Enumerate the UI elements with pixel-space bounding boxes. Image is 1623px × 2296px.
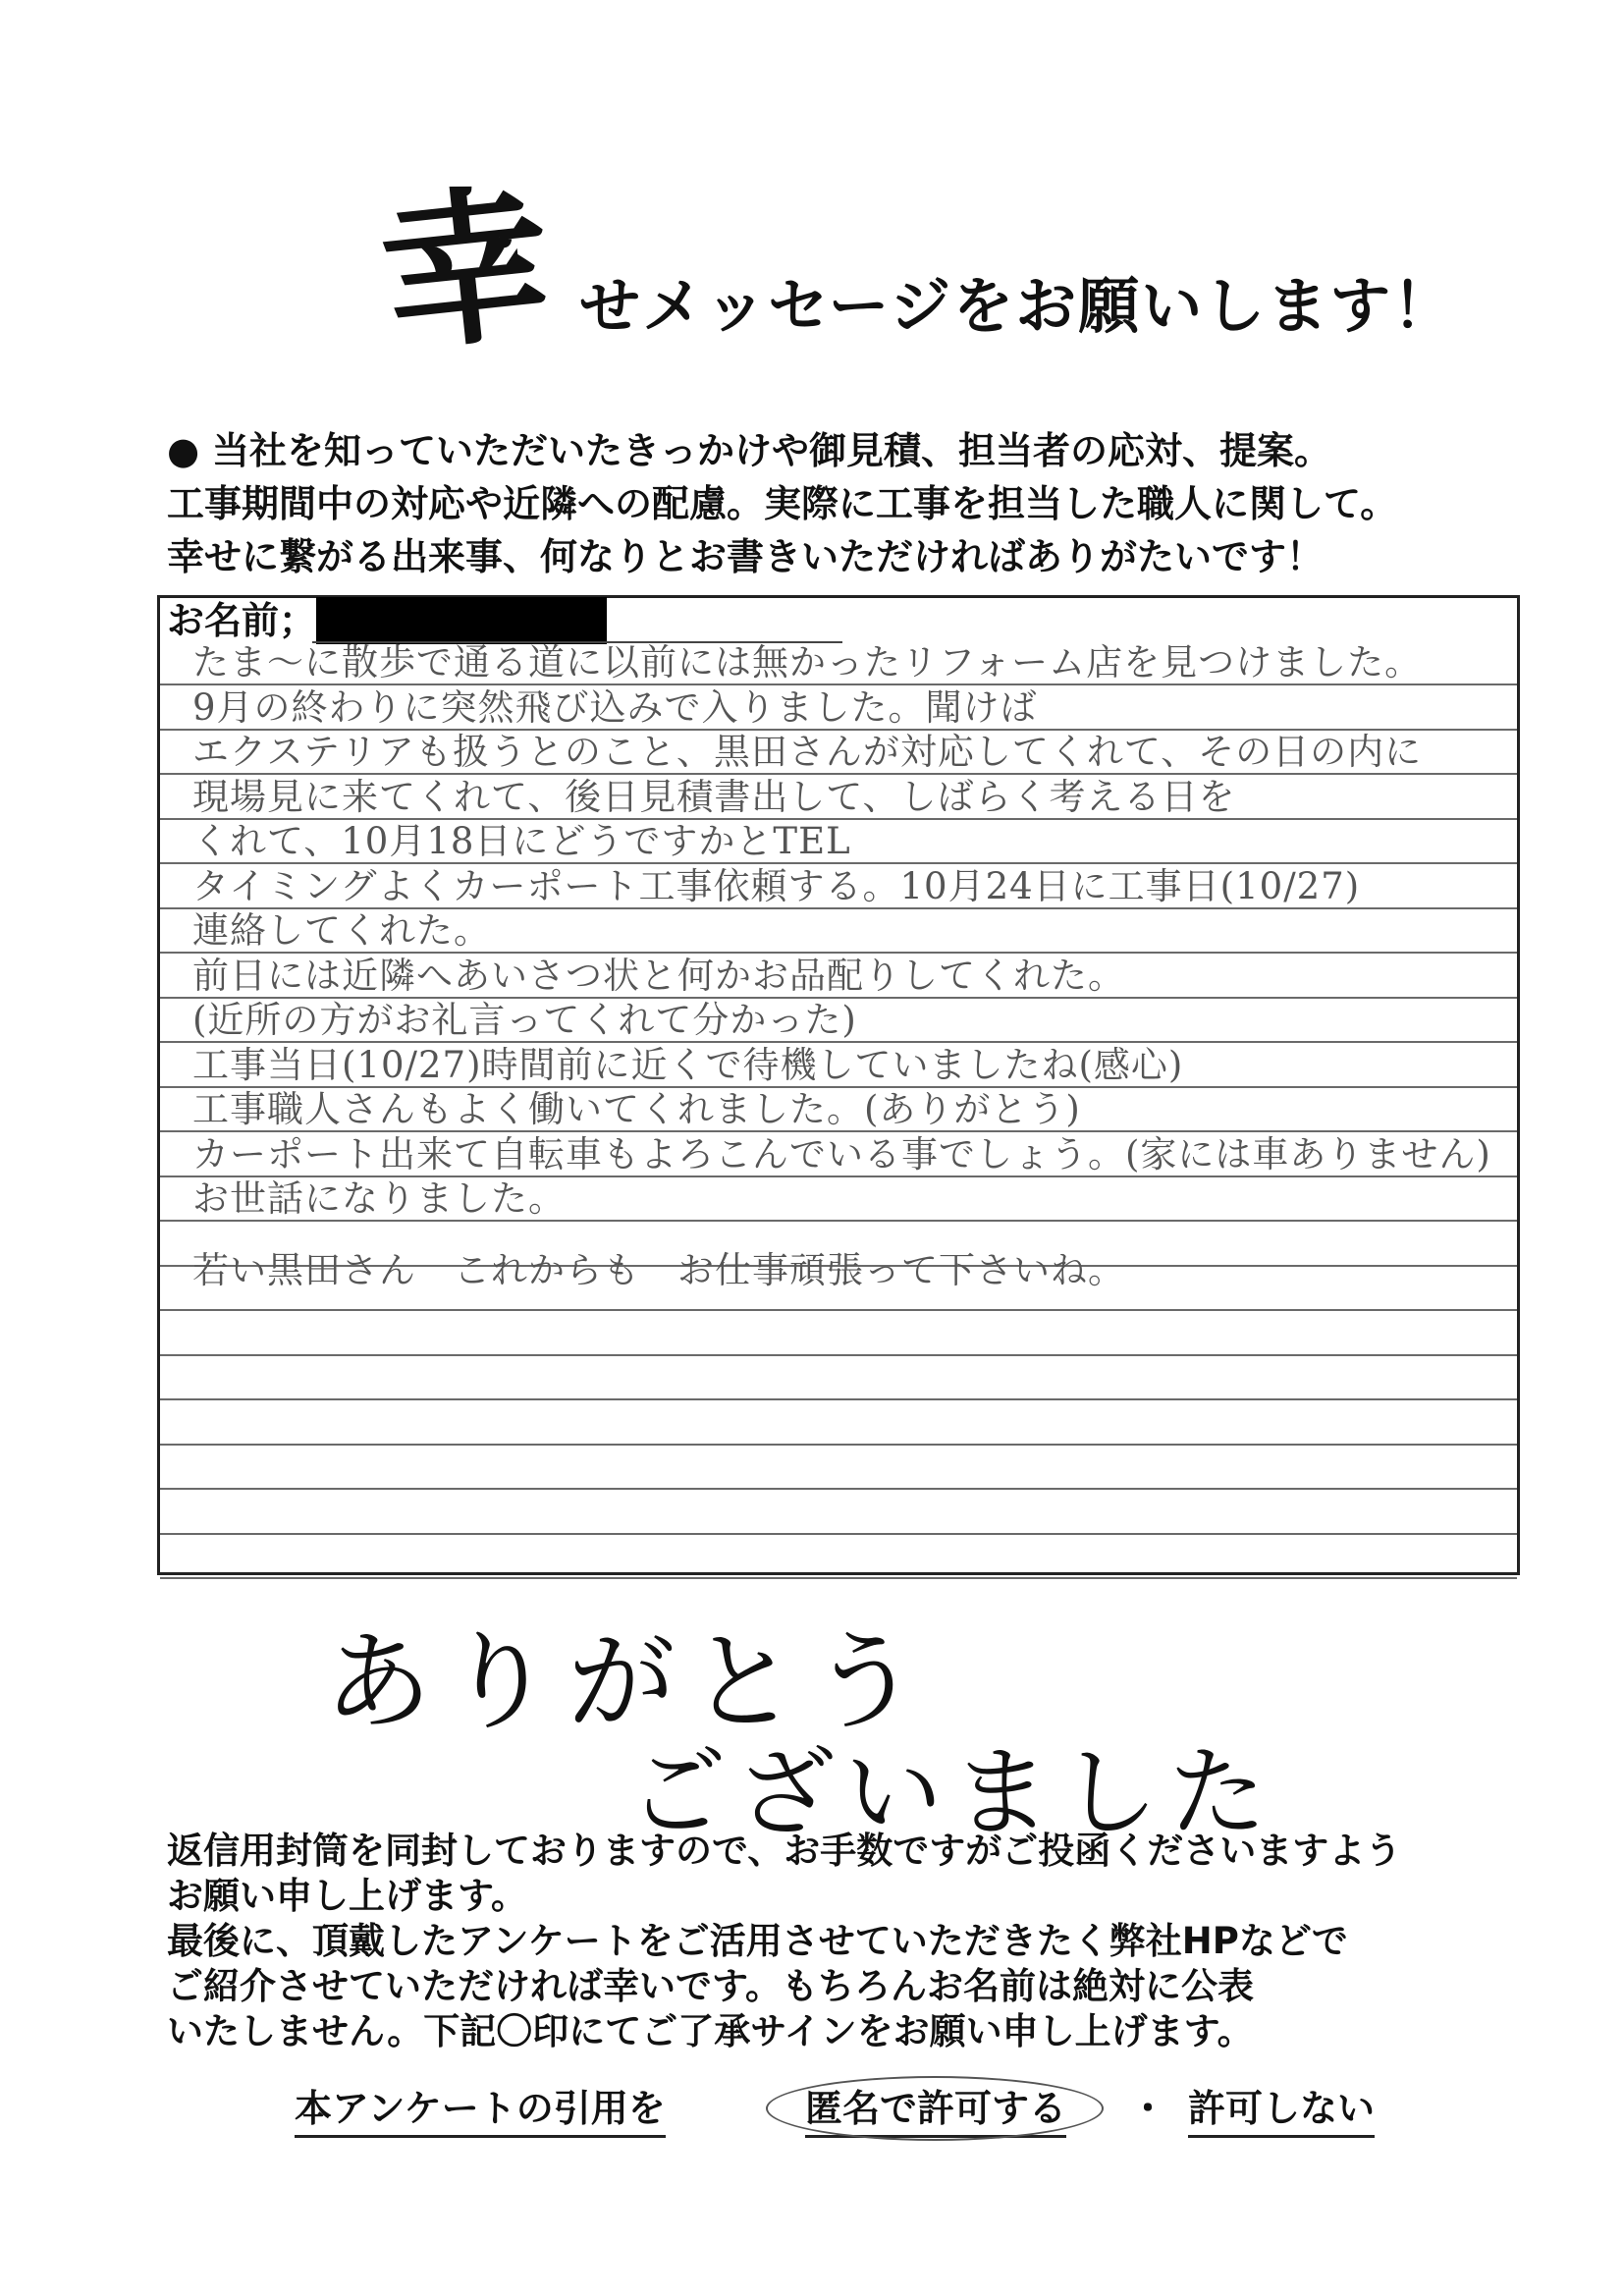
ruled-line	[160, 1398, 1517, 1400]
selection-circle	[766, 2076, 1104, 2141]
message-line: たま～に散歩で通る道に以前には無かったリフォーム店を見つけました。	[192, 641, 1423, 683]
intro-line: 工事期間中の対応や近隣への配慮。実際に工事を担当した職人に関して。	[167, 482, 1398, 525]
thanks-line-1: ありがとう	[324, 1619, 933, 1745]
message-line: 連絡してくれた。	[192, 909, 491, 952]
ruled-line	[160, 1577, 1517, 1579]
message-line: カーポート出来て自転車もよろこんでいる事でしょう。(家には車ありません)	[192, 1132, 1491, 1175]
ruled-line	[160, 1309, 1517, 1311]
message-line: タイミングよくカーポート工事依頼する。10月24日に工事日(10/27)	[192, 864, 1361, 907]
message-line: 若い黒田さん これからも お仕事頑張って下さいね。	[192, 1248, 1125, 1291]
intro-line: ● 当社を知っていただいたきっかけや御見積、担当者の応対、提案。	[167, 424, 1542, 477]
message-line: 工事職人さんもよく働いてくれました。(ありがとう)	[192, 1088, 1081, 1130]
message-line: お世話になりました。	[192, 1177, 566, 1220]
option-separator: ・	[1129, 2087, 1167, 2130]
closing-line: 最後に、頂戴したアンケートをご活用させていただきたく弊社HPなどで	[167, 1920, 1348, 1962]
header-big-character: 幸	[373, 163, 561, 377]
name-label: お名前；	[167, 599, 317, 642]
header-title: せメッセージをお願いします！	[579, 270, 1456, 342]
ruled-line	[160, 1354, 1517, 1356]
bullet-icon: ●	[167, 429, 200, 472]
thanks-line-2: ございました	[628, 1735, 1276, 1850]
message-line: (近所の方がお礼言ってくれて分かった)	[192, 999, 857, 1041]
option-anonymous[interactable]: 匿名で許可する	[805, 2082, 1066, 2138]
ruled-line	[160, 1444, 1517, 1446]
closing-line: お願い申し上げます。	[167, 1875, 528, 1917]
message-line: くれて、10月18日にどうですかとTEL	[192, 820, 851, 862]
intro-text	[167, 424, 1542, 583]
option-deny[interactable]: 許可しない	[1188, 2082, 1375, 2138]
message-line: 9月の終わりに突然飛び込みで入りました。聞けば	[192, 685, 1038, 729]
permission-row	[295, 2082, 1384, 2141]
message-line: 工事当日(10/27)時間前に近くで待機していましたね(感心)	[192, 1043, 1184, 1086]
handwritten-message	[192, 640, 1498, 1291]
closing-line: いたしません。下記〇印にてご了承サインをお願い申し上げます。	[167, 2010, 1254, 2052]
ruled-line	[160, 1533, 1517, 1535]
closing-line: ご紹介させていただければ幸いです。もちろんお名前は絶対に公表	[167, 1965, 1255, 2007]
name-redaction	[316, 597, 607, 644]
intro-line: 幸せに繋がる出来事、何なりとお書きいただければありがたいです！	[167, 535, 1325, 578]
closing-line: 返信用封筒を同封しておりますので、お手数ですがご投函くださいますよう	[167, 1830, 1402, 1872]
message-line: 前日には近隣へあいさつ状と何かお品配りしてくれた。	[192, 954, 1125, 997]
message-line: エクステリアも扱うとのこと、黒田さんが対応してくれて、その日の内に	[192, 731, 1423, 773]
closing-text	[167, 1829, 1401, 2054]
permission-label: 本アンケートの引用を	[295, 2082, 666, 2138]
message-line: 現場見に来てくれて、後日見積書出して、しばらく考える日を	[192, 775, 1236, 818]
ruled-line	[160, 1488, 1517, 1490]
